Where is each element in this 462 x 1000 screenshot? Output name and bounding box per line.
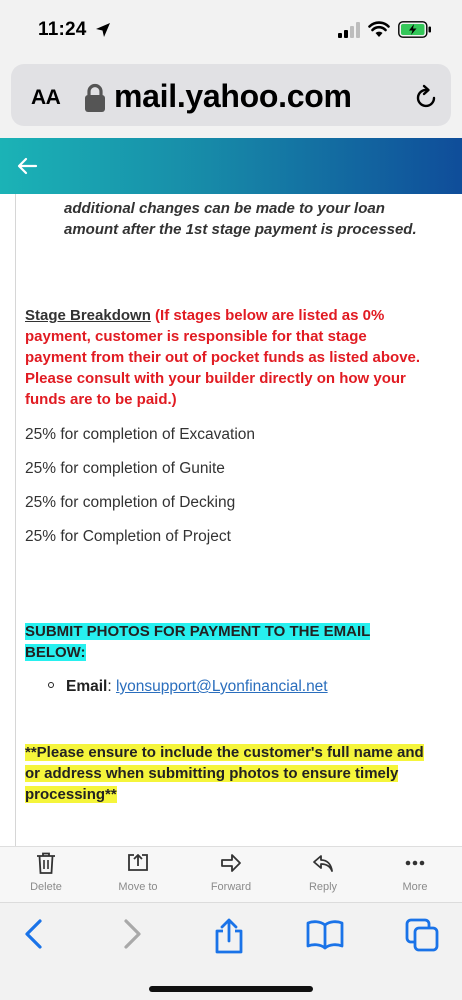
cellular-signal-icon [338, 22, 362, 38]
home-indicator [149, 986, 313, 992]
browser-back-icon[interactable] [22, 917, 46, 951]
delete-button[interactable] [6, 851, 86, 893]
text-size-button[interactable]: AA [31, 86, 61, 109]
move-to-button[interactable] [98, 851, 178, 893]
reply-icon [311, 851, 335, 875]
forward-icon [219, 851, 243, 875]
move-to-label: Move to [118, 881, 158, 893]
delete-label: Delete [30, 881, 62, 893]
address-bar[interactable] [11, 64, 451, 126]
forward-label: Forward [210, 881, 252, 893]
stage-breakdown [25, 305, 425, 410]
status-bar [0, 0, 462, 58]
battery-charging-icon [398, 21, 432, 38]
mail-header-bar [0, 138, 462, 194]
stage-item: 25% for completion of Excavation [25, 426, 256, 443]
loan-change-note: additional changes can be made to your loan amount after the 1st stage payment is processed. [64, 200, 417, 238]
lock-icon [84, 83, 106, 113]
reminder-block [25, 742, 425, 805]
wifi-icon [368, 20, 390, 38]
browser-address-area [0, 58, 462, 138]
stage-item: 25% for completion of Gunite [25, 460, 225, 477]
trash-icon [35, 851, 57, 875]
email-colon: : [107, 678, 116, 695]
tabs-icon[interactable] [404, 917, 440, 953]
browser-forward-icon[interactable] [120, 917, 144, 951]
bookmarks-icon[interactable] [305, 917, 345, 951]
email-bullet [48, 678, 328, 696]
mail-action-bar [0, 846, 462, 902]
reload-icon[interactable] [415, 84, 439, 110]
url-text[interactable]: mail.yahoo.com [114, 78, 352, 114]
status-time: 11:24 [38, 19, 87, 40]
move-to-icon [126, 851, 150, 875]
reminder-text: **Please ensure to include the customer's full name and or address when submitting photos to ensure timely processing** [25, 744, 424, 803]
more-icon [403, 851, 427, 875]
share-icon[interactable] [212, 917, 246, 955]
bullet-icon [48, 682, 54, 688]
submit-photos-text: SUBMIT PHOTOS FOR PAYMENT TO THE EMAIL BELOW: [25, 623, 371, 661]
location-arrow-icon [94, 21, 112, 39]
reply-button[interactable] [283, 851, 363, 893]
email-label: Email [66, 678, 108, 695]
quote-rule [15, 194, 16, 846]
back-arrow-icon[interactable] [16, 156, 38, 176]
stage-item: 25% for Completion of Project [25, 528, 231, 545]
more-button[interactable] [375, 851, 455, 893]
submit-photos-heading [25, 621, 405, 663]
support-email-link[interactable]: lyonsupport@Lyonfinancial.net [115, 678, 328, 695]
email-body [0, 194, 462, 846]
stage-breakdown-note: (If stages below are listed as 0% payment, customer is responsible for that stage payment from their out of pocket funds as listed above. Please consult with your builder directly on how your funds are to be paid.) [25, 307, 421, 408]
stage-breakdown-title: Stage Breakdown [25, 307, 151, 324]
stage-item: 25% for completion of Decking [25, 494, 236, 511]
reply-label: Reply [308, 881, 338, 893]
safari-toolbar [0, 902, 462, 1000]
forward-button[interactable] [191, 851, 271, 893]
more-label: More [402, 881, 428, 893]
